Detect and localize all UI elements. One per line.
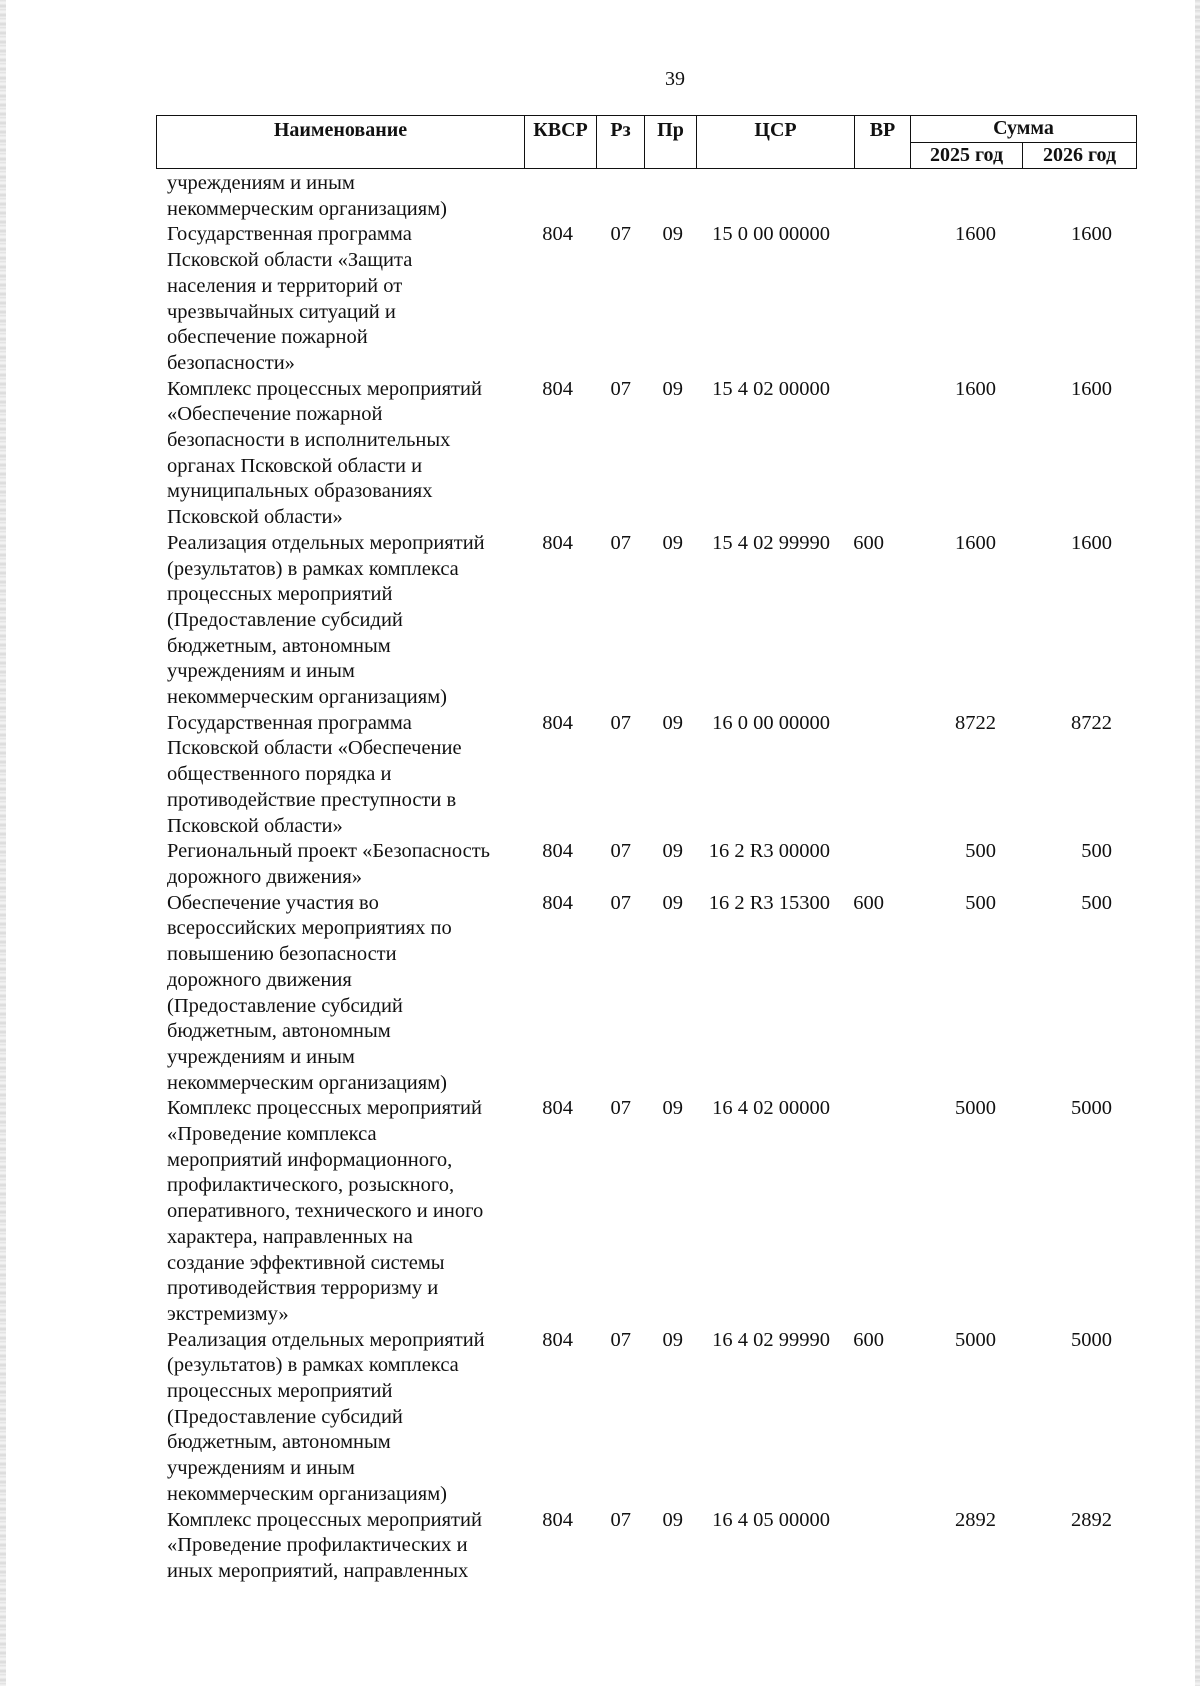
row-csr: 15 4 02 99990 — [712, 531, 830, 554]
row-name: Реализация отдельных мероприятий (результатов) в рамках комплекса процессных мероприятий (Предоставление субсидий бюджетным, автономным учреждениям и иным некоммерческим организациям) — [167, 531, 485, 709]
row-pr: 09 — [662, 891, 683, 914]
table-row — [167, 1096, 1136, 1327]
row-name: Государственная программа Псковской области «Защита населения и территорий от чрезвычайных ситуаций и обеспечение пожарной безопасности» — [167, 223, 413, 374]
row-kvsr: 804 — [542, 1097, 573, 1120]
row-csr: 16 2 R3 15300 — [708, 891, 830, 914]
table-row — [167, 171, 1136, 222]
row-name: учреждениям и иным некоммерческим организациям) — [167, 172, 447, 220]
row-name: Обеспечение участия во всероссийских мероприятиях по повышению безопасности дорожного движения (Предоставление субсидий бюджетным, автономным учреждениям и иным некоммерческим организациям) — [167, 891, 452, 1094]
row-csr: 15 0 00 00000 — [712, 223, 830, 246]
row-sum-2026: 1600 — [1071, 531, 1112, 554]
header-year-2025: 2025 год — [911, 142, 1023, 169]
row-csr: 15 4 02 00000 — [712, 377, 830, 400]
row-sum-2025: 1600 — [955, 377, 996, 400]
row-sum-2026: 500 — [1081, 840, 1112, 863]
table-body — [167, 171, 1136, 1585]
row-sum-2025: 500 — [965, 840, 996, 863]
page-number: 39 — [665, 68, 685, 90]
row-kvsr: 804 — [542, 840, 573, 863]
row-sum-2025: 1600 — [955, 531, 996, 554]
row-sum-2025: 8722 — [955, 711, 996, 734]
row-rz: 07 — [610, 891, 631, 914]
row-csr: 16 4 05 00000 — [712, 1508, 830, 1531]
row-pr: 09 — [662, 223, 683, 246]
header-vr: ВР — [855, 116, 911, 169]
row-pr: 09 — [662, 1328, 683, 1351]
row-csr: 16 0 00 00000 — [712, 711, 830, 734]
scan-edge-right — [1195, 0, 1200, 1686]
row-name: Комплекс процессных мероприятий «Обеспечение пожарной безопасности в исполнительных органах Псковской области и муниципальных образованиях Псковской области» — [167, 377, 482, 529]
row-name: Государственная программа Псковской области «Обеспечение общественного порядка и противодействие преступности в Псковской области» — [167, 711, 462, 837]
row-pr: 09 — [662, 377, 683, 400]
row-sum-2026: 5000 — [1071, 1328, 1112, 1351]
row-kvsr: 804 — [542, 711, 573, 734]
table-row — [167, 711, 1136, 840]
row-csr: 16 2 R3 00000 — [708, 840, 830, 863]
row-vr: 600 — [853, 1328, 884, 1351]
row-kvsr: 804 — [542, 1508, 573, 1531]
row-sum-2025: 5000 — [955, 1328, 996, 1351]
row-rz: 07 — [610, 531, 631, 554]
row-sum-2026: 1600 — [1071, 223, 1112, 246]
row-name: Комплекс процессных мероприятий «Проведение профилактических и иных мероприятий, направленных — [167, 1508, 482, 1582]
row-pr: 09 — [662, 531, 683, 554]
header-csr: ЦСР — [697, 116, 855, 169]
row-sum-2025: 2892 — [955, 1508, 996, 1531]
row-kvsr: 804 — [542, 377, 573, 400]
row-rz: 07 — [610, 223, 631, 246]
scan-edge-left — [0, 0, 6, 1686]
row-sum-2026: 2892 — [1071, 1508, 1112, 1531]
row-sum-2026: 1600 — [1071, 377, 1112, 400]
row-csr: 16 4 02 00000 — [712, 1097, 830, 1120]
header-year-2026: 2026 год — [1023, 142, 1137, 169]
row-sum-2025: 500 — [965, 891, 996, 914]
row-sum-2025: 5000 — [955, 1097, 996, 1120]
table-row — [167, 891, 1136, 1097]
header-kvsr: КВСР — [525, 116, 597, 169]
table-row — [167, 1328, 1136, 1508]
row-rz: 07 — [610, 377, 631, 400]
row-pr: 09 — [662, 1097, 683, 1120]
row-rz: 07 — [610, 1328, 631, 1351]
table-row — [167, 839, 1136, 890]
row-rz: 07 — [610, 840, 631, 863]
row-name: Региональный проект «Безопасность дорожного движения» — [167, 840, 491, 888]
row-pr: 09 — [662, 1508, 683, 1531]
row-rz: 07 — [610, 711, 631, 734]
row-vr: 600 — [853, 891, 884, 914]
row-name: Комплекс процессных мероприятий «Проведение комплекса мероприятий информационного, профилактического, розыскного, оперативного, технического и иного характера, направленных на создание эффективной системы противодействия терроризму и экстремизму» — [167, 1097, 484, 1325]
header-name: Наименование — [157, 116, 525, 169]
header-sum: Сумма — [911, 116, 1137, 143]
row-csr: 16 4 02 99990 — [712, 1328, 830, 1351]
row-kvsr: 804 — [542, 223, 573, 246]
row-pr: 09 — [662, 840, 683, 863]
table-row — [167, 1508, 1136, 1585]
header-pr: Пр — [645, 116, 697, 169]
row-kvsr: 804 — [542, 891, 573, 914]
row-sum-2026: 5000 — [1071, 1097, 1112, 1120]
table-row — [167, 377, 1136, 531]
row-rz: 07 — [610, 1508, 631, 1531]
row-pr: 09 — [662, 711, 683, 734]
table-row — [167, 531, 1136, 711]
table-row — [167, 222, 1136, 376]
row-sum-2026: 8722 — [1071, 711, 1112, 734]
header-rz: Рз — [597, 116, 645, 169]
row-sum-2026: 500 — [1081, 891, 1112, 914]
row-vr: 600 — [853, 531, 884, 554]
table-header — [156, 115, 1137, 169]
row-name: Реализация отдельных мероприятий (результатов) в рамках комплекса процессных мероприятий (Предоставление субсидий бюджетным, автономным учреждениям и иным некоммерческим организациям) — [167, 1328, 485, 1505]
row-kvsr: 804 — [542, 531, 573, 554]
row-sum-2025: 1600 — [955, 223, 996, 246]
row-rz: 07 — [610, 1097, 631, 1120]
row-kvsr: 804 — [542, 1328, 573, 1351]
